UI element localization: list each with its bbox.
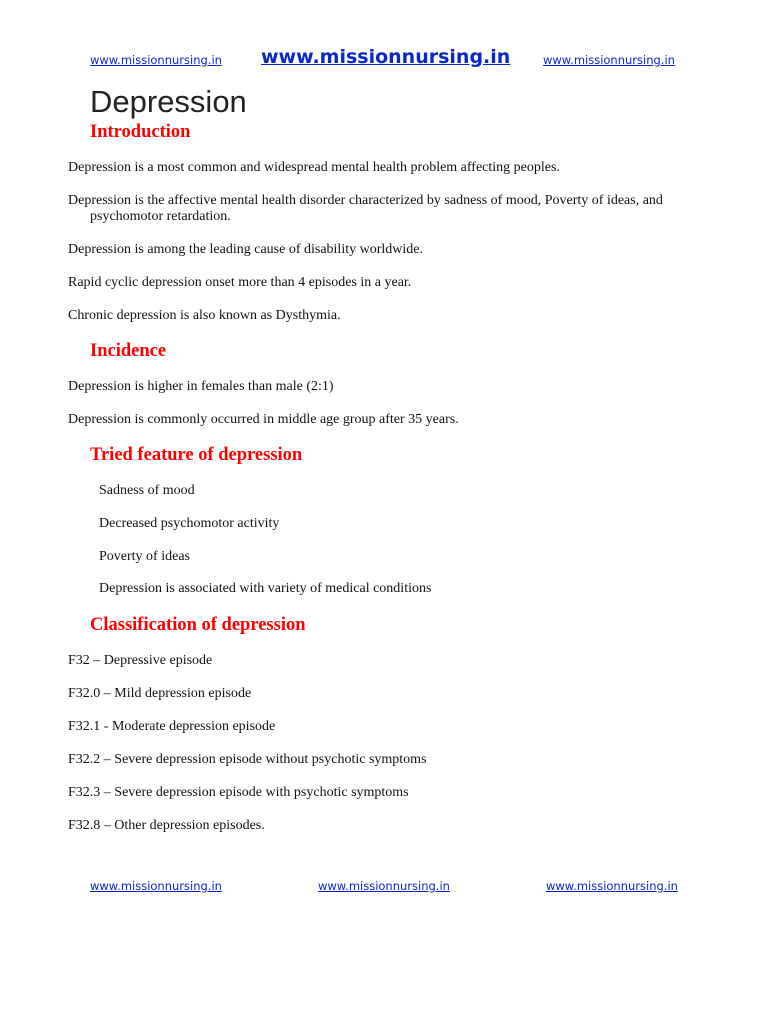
classification-item: F32 – Depressive episode	[68, 653, 213, 668]
page-title: Depression	[90, 84, 247, 119]
intro-paragraph: Chronic depression is also known as Dysthymia.	[68, 308, 341, 323]
section-heading-incidence: Incidence	[90, 341, 167, 361]
feature-item: Depression is associated with variety of medical conditions	[99, 581, 432, 596]
section-heading-classification: Classification of depression	[90, 615, 306, 635]
incidence-paragraph: Depression is commonly occurred in middle age group after 35 years.	[68, 412, 459, 427]
classification-item: F32.2 – Severe depression episode without psychotic symptoms	[68, 752, 427, 767]
intro-paragraph: Depression is the affective mental health disorder characterized by sadness of mood, Poverty of ideas, and psychomotor retardation.	[68, 193, 663, 224]
footer-link-left[interactable]: www.missionnursing.in	[90, 879, 222, 893]
feature-item: Sadness of mood	[99, 483, 195, 498]
section-heading-introduction: Introduction	[90, 122, 191, 142]
classification-item: F32.3 – Severe depression episode with psychotic symptoms	[68, 785, 409, 800]
incidence-paragraph: Depression is higher in females than male (2:1)	[68, 379, 334, 394]
classification-item: F32.1 - Moderate depression episode	[68, 719, 276, 734]
intro-paragraph: Depression is a most common and widespread mental health problem affecting peoples.	[68, 160, 560, 175]
feature-item: Poverty of ideas	[99, 549, 190, 564]
intro-paragraph: Rapid cyclic depression onset more than 4 episodes in a year.	[68, 275, 412, 290]
intro-paragraph: Depression is among the leading cause of disability worldwide.	[68, 242, 423, 257]
header-link-center[interactable]: www.missionnursing.in	[261, 46, 511, 68]
footer-link-right[interactable]: www.missionnursing.in	[546, 879, 678, 893]
classification-item: F32.0 – Mild depression episode	[68, 686, 252, 701]
classification-item: F32.8 – Other depression episodes.	[68, 818, 265, 833]
header-link-left[interactable]: www.missionnursing.in	[90, 53, 222, 67]
footer-link-center[interactable]: www.missionnursing.in	[318, 879, 450, 893]
header-link-right[interactable]: www.missionnursing.in	[543, 53, 675, 67]
section-heading-tried-feature: Tried feature of depression	[90, 445, 303, 465]
feature-item: Decreased psychomotor activity	[99, 516, 280, 531]
